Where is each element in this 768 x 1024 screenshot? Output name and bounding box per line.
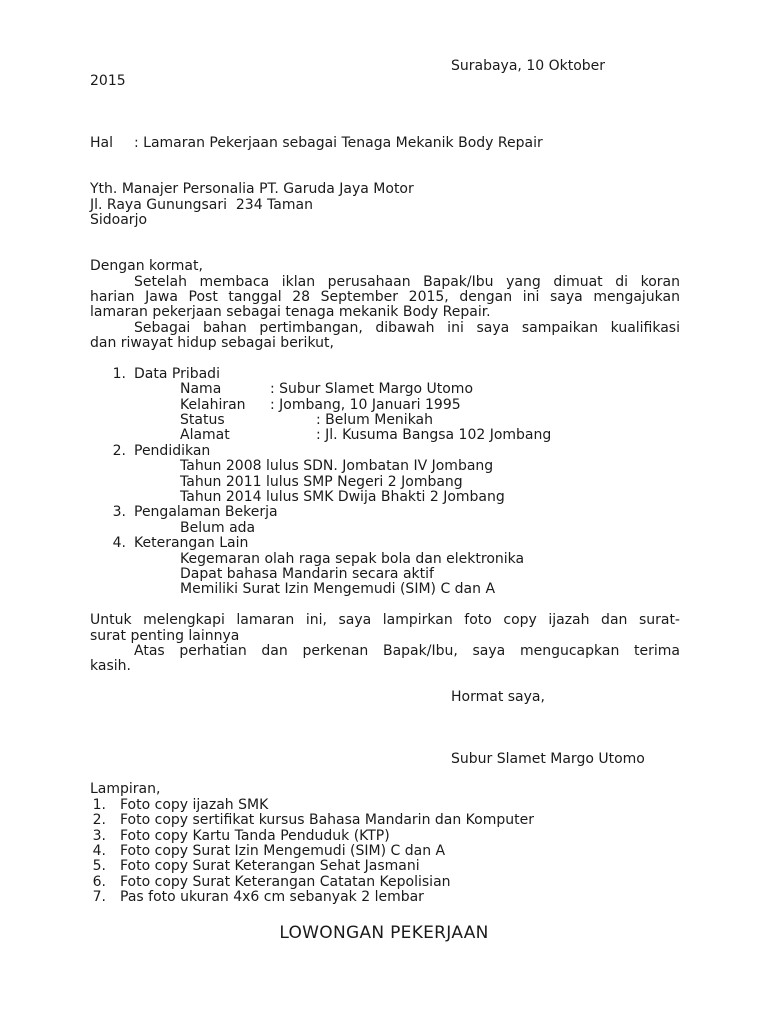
- section-number: 1.: [112, 365, 126, 382]
- list-item: [90, 890, 680, 905]
- paragraph-line: Untuk melengkapi lamaran ini, saya lampirkan foto copy ijazah dan surat-: [90, 612, 680, 629]
- section-keterangan-lain: [90, 536, 680, 551]
- letter-document: [90, 59, 680, 906]
- list-number: 4.: [92, 842, 106, 859]
- recipient-line: Sidoarjo: [90, 211, 148, 228]
- section-pendidikan: [90, 444, 680, 459]
- letter-date-year: 2015: [90, 73, 126, 90]
- list-item: [90, 798, 680, 813]
- list-number: 3.: [92, 827, 106, 844]
- section-data-pribadi: [90, 367, 680, 382]
- subject-label: Hal: [90, 134, 113, 151]
- section-title: Pendidikan: [134, 442, 211, 459]
- list-text: Foto copy Kartu Tanda Penduduk (KTP): [120, 827, 390, 844]
- list-text: Pas foto ukuran 4x6 cm sebanyak 2 lembar: [120, 889, 424, 906]
- signature-name: Subur Slamet Margo Utomo: [451, 750, 645, 767]
- list-text: Foto copy sertifikat kursus Bahasa Mandarin dan Komputer: [120, 812, 534, 829]
- attachments-label: Lampiran,: [90, 781, 161, 798]
- section-number: 4.: [112, 535, 126, 552]
- paragraph-line: kasih.: [90, 658, 131, 675]
- paragraph-line: surat penting lainnya: [90, 627, 240, 644]
- list-item: [90, 844, 680, 859]
- paragraph-line: harian Jawa Post tanggal 28 September 2015, dengan ini saya mengajukan: [90, 288, 680, 305]
- field-label: Kelahiran: [180, 396, 246, 413]
- field-label: Nama: [180, 381, 222, 398]
- paragraph-line: lamaran pekerjaan sebagai tenaga mekanik Body Repair.: [90, 304, 491, 321]
- section-item: Belum ada: [180, 519, 256, 536]
- paragraph-line: Setelah membaca iklan perusahaan Bapak/Ibu yang dimuat di koran: [134, 273, 680, 290]
- list-text: Foto copy Surat Keterangan Catatan Kepolisian: [120, 873, 451, 890]
- paragraph-line: Atas perhatian dan perkenan Bapak/Ibu, saya mengucapkan terima: [134, 642, 680, 659]
- field-value: : Belum Menikah: [316, 412, 434, 429]
- closing: Hormat saya,: [451, 689, 545, 706]
- list-text: Foto copy Surat Keterangan Sehat Jasmani: [120, 858, 420, 875]
- field-status: [90, 413, 680, 428]
- list-item: [90, 813, 680, 828]
- section-item: Kegemaran olah raga sepak bola dan elektronika: [180, 550, 525, 567]
- field-value: : Jombang, 10 Januari 1995: [270, 396, 461, 413]
- section-number: 2.: [112, 442, 126, 459]
- section-title: Pengalaman Bekerja: [134, 504, 278, 521]
- greeting: Dengan kormat,: [90, 258, 203, 275]
- section-title: Data Pribadi: [134, 365, 220, 382]
- paragraph-line: Sebagai bahan pertimbangan, dibawah ini saya sampaikan kualifikasi: [134, 319, 680, 336]
- list-text: Foto copy Surat Izin Mengemudi (SIM) C dan A: [120, 842, 446, 859]
- page-footer-title: LOWONGAN PEKERJAAN: [279, 923, 489, 943]
- field-alamat: [90, 428, 680, 443]
- list-number: 5.: [92, 858, 106, 875]
- section-item: Tahun 2014 lulus SMK Dwija Bhakti 2 Jombang: [180, 488, 505, 505]
- field-nama: [90, 382, 680, 397]
- section-item: Dapat bahasa Mandarin secara aktif: [180, 565, 434, 582]
- list-text: Foto copy ijazah SMK: [120, 796, 269, 813]
- list-item: [90, 829, 680, 844]
- section-number: 3.: [112, 504, 126, 521]
- list-number: 6.: [92, 873, 106, 890]
- section-item: Memiliki Surat Izin Mengemudi (SIM) C dan A: [180, 581, 496, 598]
- section-item: Tahun 2011 lulus SMP Negeri 2 Jombang: [180, 473, 463, 490]
- recipient-line: Yth. Manajer Personalia PT. Garuda Jaya Motor: [90, 181, 414, 198]
- section-title: Keterangan Lain: [134, 535, 249, 552]
- paragraph-line: dan riwayat hidup sebagai berikut,: [90, 335, 334, 352]
- letter-subject: [90, 136, 680, 151]
- field-label: Alamat: [180, 427, 230, 444]
- section-item: Tahun 2008 lulus SDN. Jombatan IV Jombang: [180, 458, 494, 475]
- recipient-line: Jl. Raya Gunungsari 234 Taman: [90, 196, 313, 213]
- letter-date: Surabaya, 10 Oktober: [451, 58, 606, 74]
- field-kelahiran: [90, 398, 680, 413]
- field-value: : Subur Slamet Margo Utomo: [270, 381, 474, 398]
- list-number: 7.: [92, 889, 106, 906]
- field-value: : Jl. Kusuma Bangsa 102 Jombang: [316, 427, 552, 444]
- subject-text: : Lamaran Pekerjaan sebagai Tenaga Mekanik Body Repair: [134, 134, 543, 151]
- field-label: Status: [180, 412, 225, 429]
- list-item: [90, 875, 680, 890]
- list-number: 2.: [92, 812, 106, 829]
- attachments-list: [90, 798, 680, 906]
- list-item: [90, 859, 680, 874]
- list-number: 1.: [92, 796, 106, 813]
- section-pengalaman: [90, 505, 680, 520]
